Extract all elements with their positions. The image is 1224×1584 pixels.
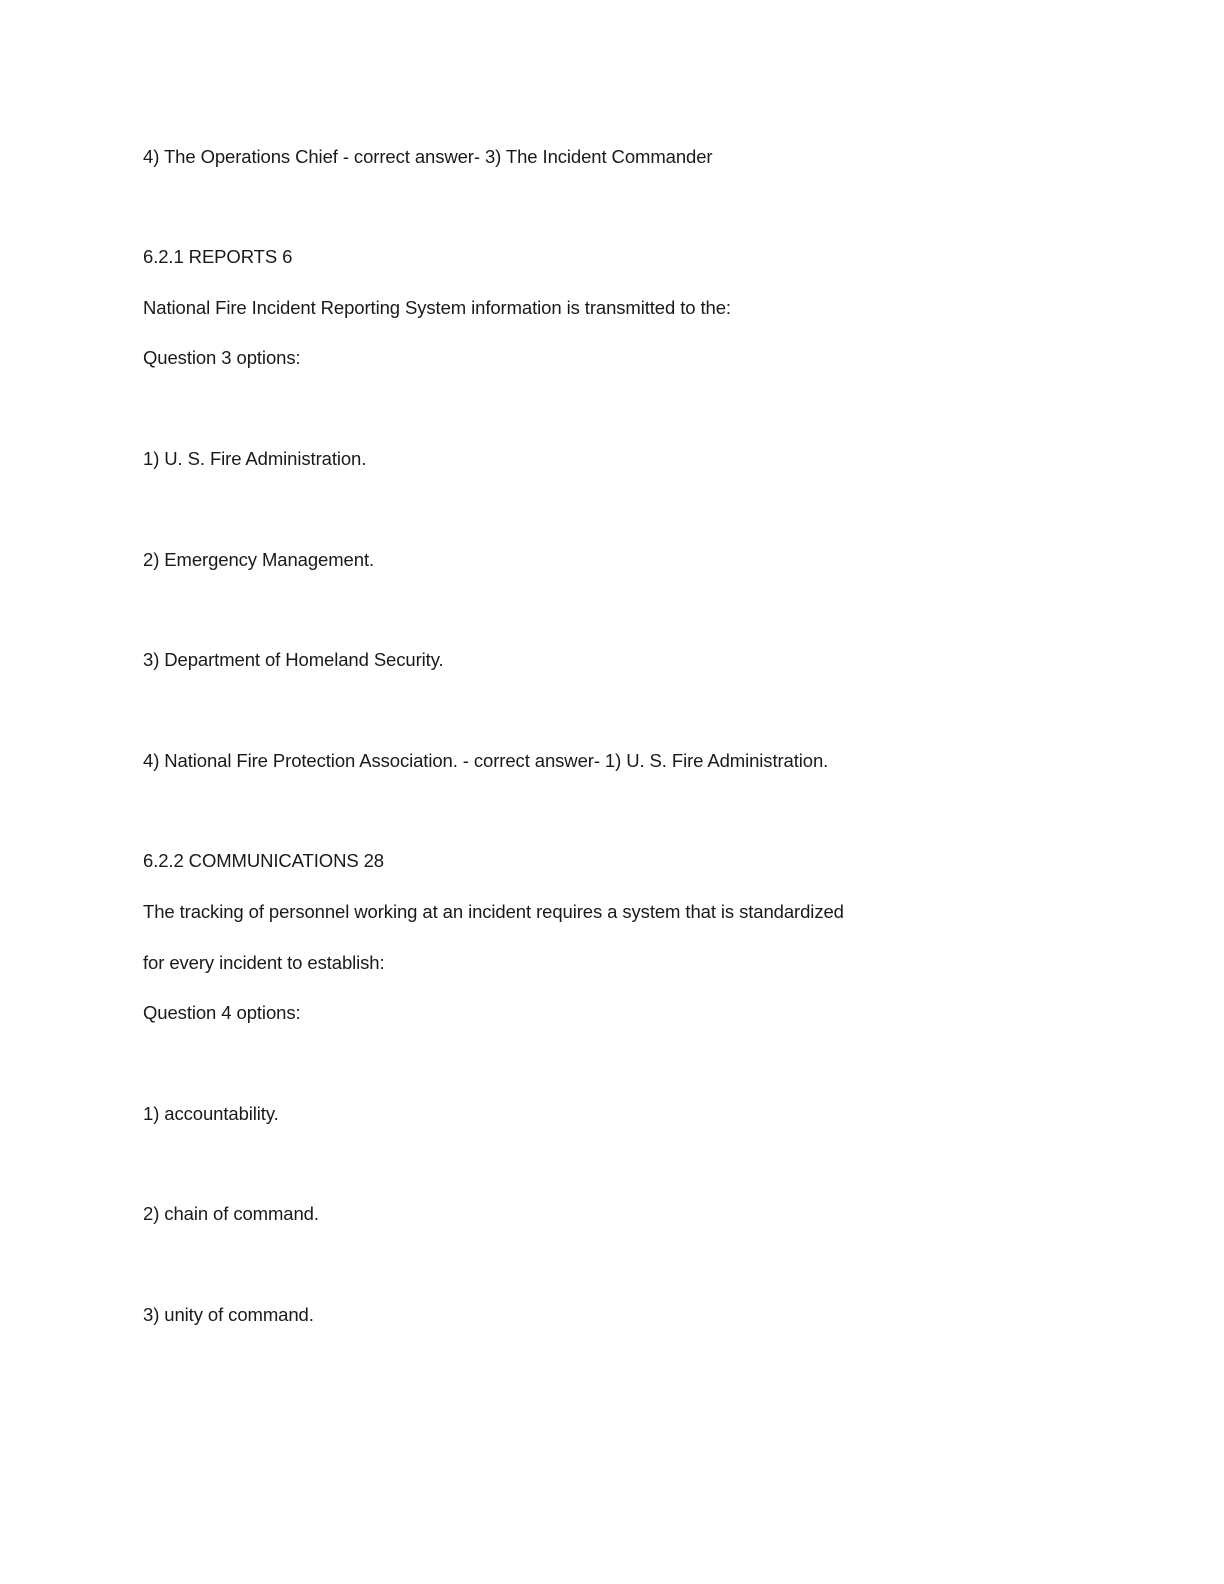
question-3-option-2: 2) Emergency Management. <box>143 549 375 570</box>
question-4-option-1: 1) accountability. <box>143 1103 279 1124</box>
section-heading-communications: 6.2.2 COMMUNICATIONS 28 <box>143 850 384 871</box>
question-4-option-3: 3) unity of command. <box>143 1304 314 1325</box>
question-3-text: National Fire Incident Reporting System information is transmitted to the: <box>143 297 731 318</box>
question-4-option-2: 2) chain of command. <box>143 1203 319 1224</box>
question-4-text-line-1: The tracking of personnel working at an incident requires a system that is standardized <box>143 901 844 922</box>
section-heading-reports: 6.2.1 REPORTS 6 <box>143 246 293 267</box>
question-3-option-1: 1) U. S. Fire Administration. <box>143 448 367 469</box>
question-4-options-label: Question 4 options: <box>143 1002 301 1023</box>
question-3-option-4-answer: 4) National Fire Protection Association. - correct answer- 1) U. S. Fire Administration. <box>143 750 829 771</box>
answer-line-q2: 4) The Operations Chief - correct answer- 3) The Incident Commander <box>143 146 713 167</box>
question-4-text-line-2: for every incident to establish: <box>143 952 385 973</box>
question-3-option-3: 3) Department of Homeland Security. <box>143 649 444 670</box>
question-3-options-label: Question 3 options: <box>143 347 301 368</box>
